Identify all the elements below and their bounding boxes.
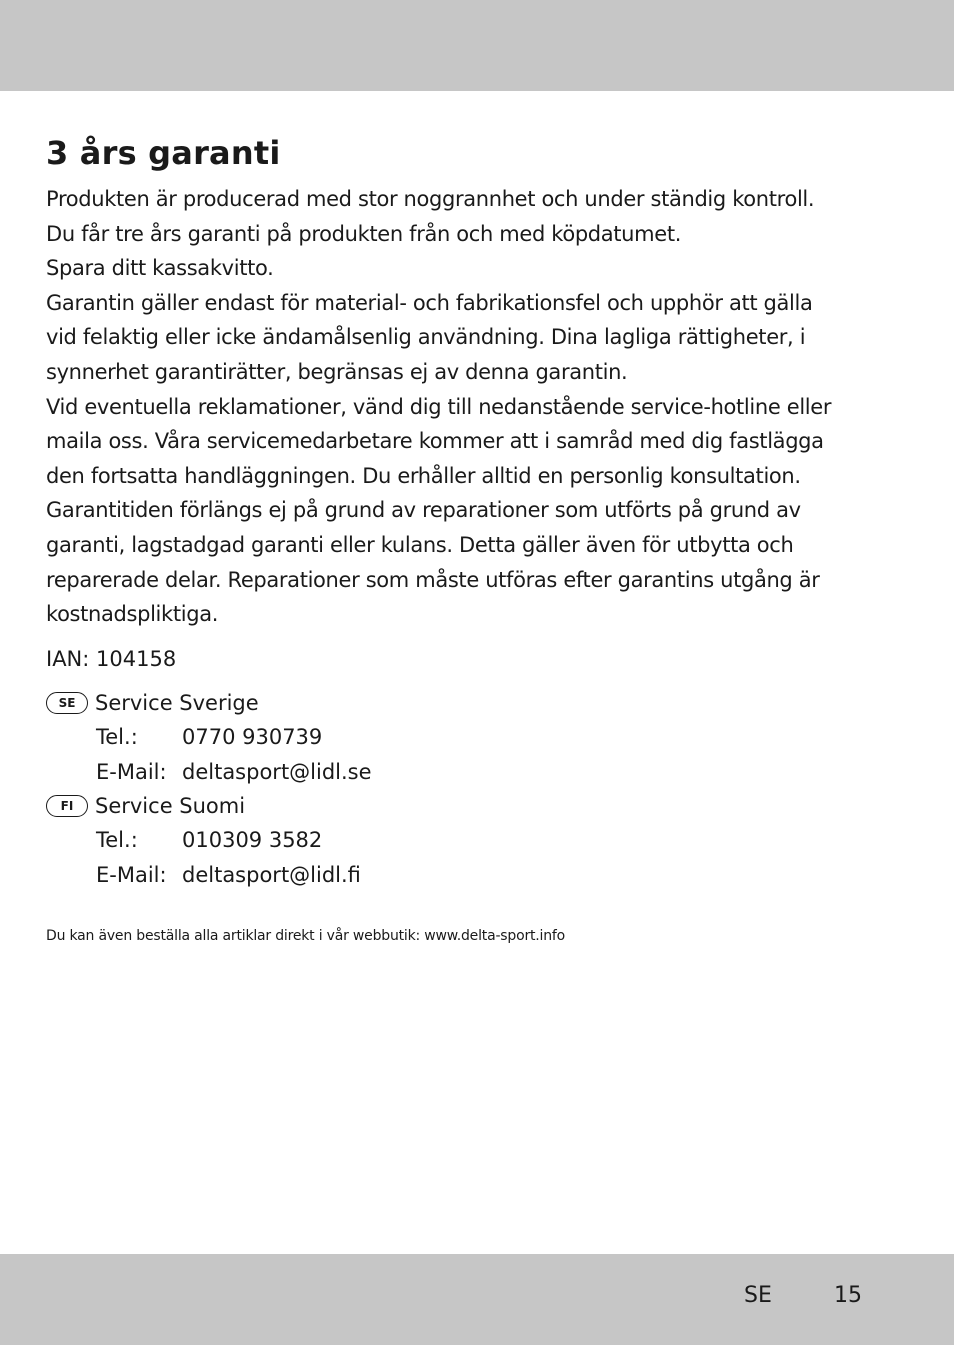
- service-name: Service Suomi: [95, 793, 246, 818]
- text-line: reparerade delar. Reparationer som måste utföras efter garantins utgång är: [46, 567, 820, 592]
- webshop-note: Du kan även beställa alla artiklar direkt i vår webbutik: www.delta-sport.info: [46, 928, 566, 944]
- page-title: 3 års garanti: [46, 134, 281, 172]
- service-sweden-header: [46, 686, 906, 720]
- service-sweden-tel: [46, 720, 906, 755]
- mail-value: deltasport@lidl.fi: [182, 862, 361, 887]
- text-line: Garantin gäller endast för material- och fabrikationsfel och upphör att gälla: [46, 290, 813, 315]
- text-line: Produkten är producerad med stor noggrannhet och under ständig kontroll.: [46, 187, 815, 211]
- tel-label: Tel.:: [96, 725, 138, 750]
- text-line: vid felaktig eller icke ändamålsenlig användning. Dina lagliga rättigheter, i: [46, 325, 806, 350]
- country-badge-se-icon: SE: [46, 692, 88, 714]
- tel-value: 0770 930739: [182, 725, 323, 750]
- service-sweden-mail: [46, 754, 906, 789]
- service-name: Service Sverige: [95, 690, 259, 715]
- tel-label: Tel.:: [96, 828, 138, 853]
- mail-label: E-Mail:: [96, 862, 167, 887]
- page-number: 15: [834, 1283, 862, 1308]
- text-line: kostnadspliktiga.: [46, 602, 219, 627]
- text-line: synnerhet garantirätter, begränsas ej av denna garantin.: [46, 359, 628, 384]
- warranty-section: [46, 128, 906, 892]
- tel-value: 010309 3582: [182, 828, 323, 853]
- mail-value: deltasport@lidl.se: [182, 759, 372, 784]
- warranty-text: [46, 182, 906, 632]
- text-line: Vid eventuella reklamationer, vänd dig till nedanstående service-hotline eller: [46, 394, 832, 419]
- text-line: Spara ditt kassakvitto.: [46, 256, 274, 281]
- service-contacts: [46, 686, 906, 892]
- page-language: SE: [744, 1283, 772, 1308]
- text-line: Du får tre års garanti på produkten från och med köpdatumet.: [46, 221, 682, 246]
- mail-label: E-Mail:: [96, 759, 167, 784]
- service-finland-tel: [46, 823, 906, 858]
- country-badge-fi-icon: FI: [46, 795, 88, 817]
- text-line: garanti, lagstadgad garanti eller kulans. Detta gäller även för utbytta och: [46, 532, 794, 557]
- text-line: Garantitiden förlängs ej på grund av reparationer som utförts på grund av: [46, 498, 801, 523]
- ian-number: IAN: 104158: [46, 646, 177, 671]
- service-finland-mail: [46, 858, 906, 893]
- text-line: maila oss. Våra servicemedarbetare kommer att i samråd med dig fastlägga: [46, 429, 824, 454]
- service-finland-header: [46, 789, 906, 823]
- bottom-band: [0, 1254, 954, 1345]
- top-band: [0, 0, 954, 91]
- text-line: den fortsatta handläggningen. Du erhåller alltid en personlig konsultation.: [46, 463, 801, 488]
